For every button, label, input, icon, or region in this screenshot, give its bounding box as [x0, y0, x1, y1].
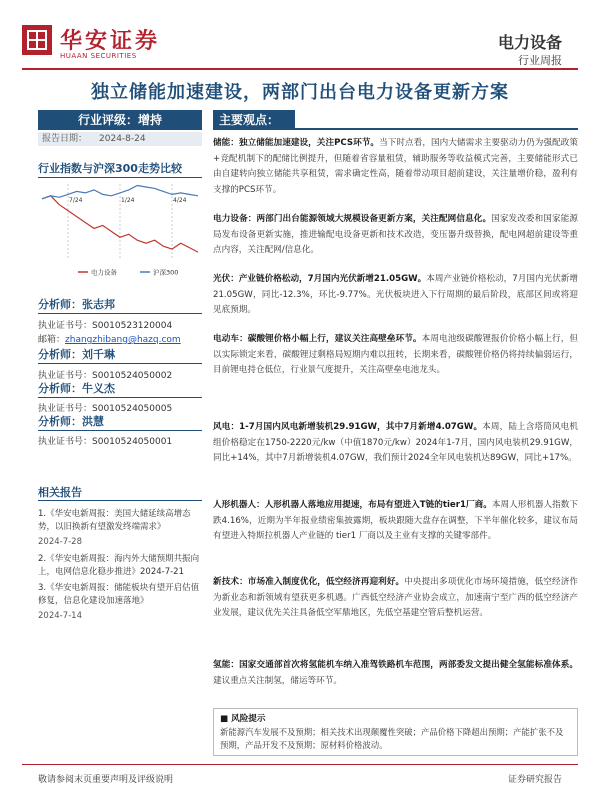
paragraph-storage [213, 136, 578, 198]
related-report-1-date: 2024-7-28 [38, 537, 82, 547]
analyst-email-link[interactable]: zhangzhibang@hazq.com [65, 335, 181, 345]
paragraph-lead: 储能：独立储能加速建设，关注PCS环节。 [213, 138, 380, 148]
related-report-3[interactable]: 3.《华安电新周报：储能板块有望开启估值修复，信息化建设加速落地》 [38, 583, 200, 606]
paragraph-body: 国家发改委和国家能源局发布设备更新实施，推进输配电设备更新和技术改造，变压器升级替换，配电网超前建设等重点内容，关注配网/信息化。 [213, 214, 578, 255]
risk-warning-box [213, 708, 578, 756]
chart-title: 行业指数与沪深300走势比较 [38, 162, 182, 175]
analyst-4-heading [38, 413, 104, 429]
related-divider [38, 500, 202, 501]
paragraph-pv [213, 272, 578, 319]
analyst-divider [38, 397, 202, 398]
paragraph-body: 当下时点看，国内大储需求主要驱动力仍为强配政策+竞配机制下的配储比例提升，但随着省容量租赁，辅助服务等收益模式完善，主要储能形式已由自建转向独立储能共享租赁，需求确定性高，随着带动项目超前建设，关注量增价稳，盈利有支撑的PCS环节。 [213, 138, 578, 195]
paragraph-lead: 新技术：市场准入制度优化，低空经济再迎利好。 [213, 577, 405, 587]
related-report-2[interactable]: 2.《华安电新周报：海内外大储预期共振向上，电网信息化稳步推进》2024-7-21 [38, 554, 200, 577]
risk-title: ■ 风险提示 [220, 714, 266, 724]
paragraph-lead: 光伏：产业链价格松动，7月国内光伏新增21.05GW。 [213, 274, 427, 284]
industry-label: 电力设备 [497, 33, 562, 52]
paragraph-body: 本周人形机器人指数下跌4.16%，近期为半年报业绩密集披露期，板块跟随大盘存在调整，下半年催化较多，建议布局有望进入特斯拉机器人产业链的 tier1 厂商以及主业有支撑的关键零部件。 [213, 500, 578, 541]
report-type-label: 行业周报 [518, 54, 562, 67]
footer-disclaimer: 敬请参阅末页重要声明及评级说明 [38, 775, 174, 785]
analyst-name: 刘千琳 [82, 348, 115, 361]
analyst-name: 洪慧 [82, 415, 104, 428]
analyst-name: 张志邦 [82, 298, 115, 311]
rating-label: 行业评级： [77, 113, 138, 127]
related-reports-heading: 相关报告 [38, 486, 82, 499]
analyst-1-heading [38, 296, 115, 312]
related-report-3-date: 2024-7-14 [38, 611, 82, 621]
paragraph-power-equipment [213, 212, 578, 259]
report-date-row [38, 132, 202, 146]
chart-legend-label: 沪深300 [153, 268, 179, 277]
analyst-1-email-row [38, 332, 181, 345]
paragraph-body: 中央提出多项优化市场环境措施，低空经济作为新业态和新领域有望获更多机遇。广西低空经济产业协会成立，加速南宁至广西的低空经济产业发展，建议优先关注具备低空军鼎地区，先低空基建空管后整机运营。 [213, 577, 578, 618]
analyst-divider [38, 363, 202, 364]
analyst-label: 分析师： [38, 415, 82, 428]
report-title: 独立储能加速建设，两部门出台电力设备更新方案 [91, 82, 509, 103]
paragraph-lead: 风电：1-7月国内风电新增装机29.91GW，其中7月新增4.07GW。 [213, 422, 483, 432]
analyst-divider [38, 430, 202, 431]
logo-subtext: HUAAN SECURITIES [60, 52, 137, 60]
header-divider [22, 68, 578, 70]
paragraph-ev [213, 332, 578, 379]
date-label: 报告日期： [42, 134, 88, 144]
paragraph-humanoid-robot [213, 498, 578, 545]
paragraph-hydrogen [213, 658, 578, 689]
analyst-label: 分析师： [38, 382, 82, 395]
paragraph-new-tech [213, 575, 578, 622]
analyst-divider [38, 313, 202, 314]
paragraph-body: 本周电池级碳酸锂报价价格小幅上行，但以实际锁定来看，碳酸锂过剩格局短期内难以扭转，长期来看，碳酸锂价格仍将持续偏弱运行，目前锂电持仓低位，行业景气度提升，关注高壁垒电池龙头。 [213, 334, 578, 375]
related-report-1[interactable]: 1.《华安电新周报：美国大储延续高增态势，以旧换新有望激发终端需求》 [38, 509, 191, 532]
cert-label: 执业证书号： [38, 437, 93, 447]
main-views-header [213, 110, 578, 130]
cert-number: S0010524050005 [92, 404, 173, 414]
analyst-4-cert [38, 434, 172, 447]
analyst-label: 分析师： [38, 348, 82, 361]
paragraph-body: 建议重点关注制氢，储运等环节。 [213, 675, 342, 686]
paragraph-body: 本周产业链价格松动，7月国内光伏新增21.05GW，同比-12.3%，环比-9.77%。光伏板块进入下行周期的最后阶段，底部区间或将迎见底预期。 [213, 274, 578, 315]
paragraph-lead: 氢能：国家交通部首次将氢能机车纳入准驾铁路机车范围，两部委发文提出健全氢能标准体系。 [213, 660, 578, 670]
chart-divider [38, 177, 202, 178]
chart-x-tick-label: 4/24 [173, 197, 187, 204]
chart-x-tick-label: 7/24 [69, 197, 83, 204]
risk-text: 新能源汽车发展不及预期；相关技术出现颠覆性突破；产品价格下降超出预期；产能扩张不及预期，产品开发不及预期；原材料价格波动。 [220, 727, 564, 750]
paragraph-lead: 电动车：碳酸锂价格小幅上行，建议关注高壁垒环节。 [213, 334, 422, 344]
rating-value: 增持 [138, 113, 163, 127]
main-views-rule [295, 128, 578, 130]
analyst-3-heading [38, 380, 115, 396]
date-value: 2024-8-24 [99, 134, 146, 144]
rating-bar [38, 110, 202, 130]
main-views-label: 主要观点： [213, 110, 295, 130]
logo-mark [22, 25, 52, 55]
logo-text: 华安证券 [60, 28, 161, 54]
cert-label: 执业证书号： [38, 321, 93, 331]
footer-label: 证券研究报告 [507, 775, 562, 785]
analyst-2-heading [38, 346, 115, 362]
paragraph-lead: 人形机器人：人形机器人落地应用提速，布局有望进入T链的tier1厂商。 [213, 500, 492, 510]
analyst-label: 分析师： [38, 298, 82, 311]
paragraph-lead: 电力设备：两部门出台能源领域大规模设备更新方案，关注配网信息化。 [213, 214, 492, 224]
email-label: 邮箱： [38, 335, 66, 345]
chart-legend-label: 电力设备 [91, 268, 117, 277]
analyst-name: 牛义杰 [82, 382, 115, 395]
cert-label: 执业证书号： [38, 404, 93, 414]
cert-label: 执业证书号： [38, 371, 93, 381]
analyst-1-cert [38, 318, 172, 331]
footer-divider [22, 764, 578, 765]
cert-number: S0010523120004 [92, 321, 173, 331]
index-comparison-chart [38, 180, 202, 280]
paragraph-body: 本周，陆上含塔筒风电机组价格稳定在1750-2220元/kw（中值1870元/kw）2024年1-7月，国内风电装机29.91GW，同比+14%，其中7月新增装机4.07GW，我们预计2024全年风电装机达89GW，同比+17%。 [213, 422, 578, 463]
paragraph-wind [213, 420, 578, 467]
cert-number: S0010524050002 [92, 371, 173, 381]
chart-x-tick-label: 1/24 [121, 197, 135, 204]
cert-number: S0010524050001 [92, 437, 173, 447]
